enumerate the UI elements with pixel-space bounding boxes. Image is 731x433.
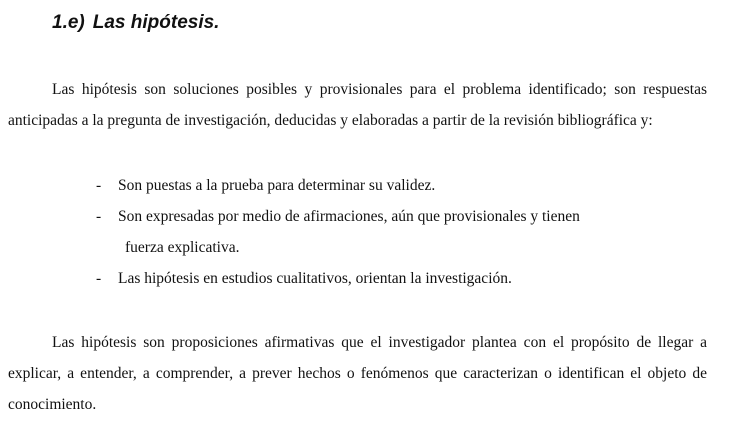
section-heading xyxy=(52,11,219,35)
list-item-text: Las hipótesis en estudios cualitativos, orientan la investigación. xyxy=(118,270,512,287)
bullet-dash: - xyxy=(96,177,102,194)
closing-paragraph: Las hipótesis son proposiciones afirmativas que el investigador plantea con el propósito de llegar a explicar, a entender, a comprender, a prever hechos o fenómenos que caracterizan o identifican el objeto de conocimiento. xyxy=(8,334,707,413)
list-item-continuation: fuerza explicativa. xyxy=(125,239,240,256)
hypothesis-list xyxy=(96,170,707,294)
bullet-dash: - xyxy=(96,208,102,225)
intro-paragraph: Las hipótesis son soluciones posibles y provisionales para el problema identificado; son respuestas anticipadas a la pregunta de investigación, deducidas y elaboradas a partir de la revisión bibliográfica y: xyxy=(8,81,707,129)
list-item xyxy=(96,201,707,263)
section-number: 1.e) xyxy=(52,12,85,33)
list-item-text: Son puestas a la prueba para determinar su validez. xyxy=(118,177,436,194)
bullet-dash: - xyxy=(96,270,102,287)
list-item xyxy=(96,263,707,294)
section-title: Las hipótesis. xyxy=(92,12,220,33)
list-item-text: Son expresadas por medio de afirmaciones, aún que provisionales y tienen xyxy=(118,208,580,225)
list-item xyxy=(96,170,707,201)
